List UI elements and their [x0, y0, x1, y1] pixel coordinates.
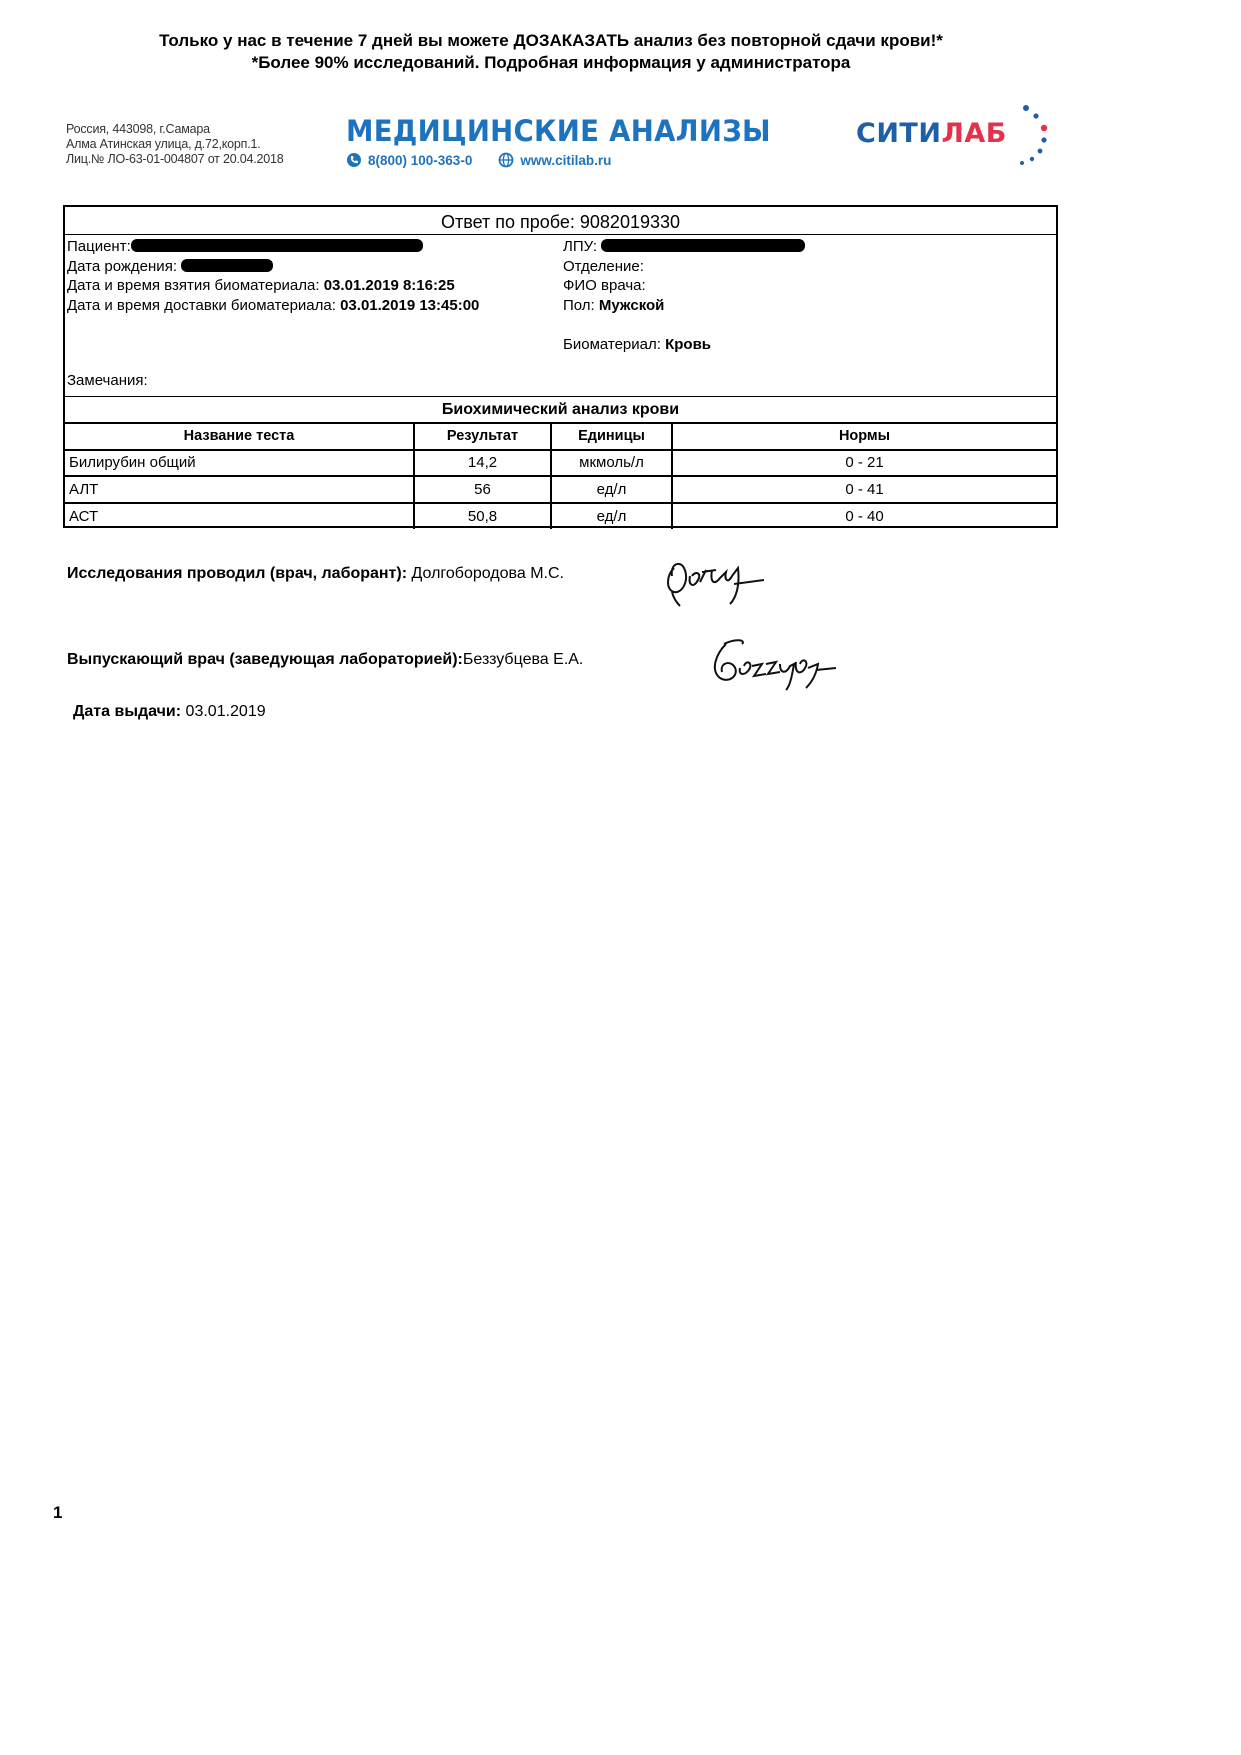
collected-value: 03.01.2019 8:16:25: [323, 277, 455, 294]
test-result: 50,8: [414, 503, 551, 530]
table-row: [65, 476, 1056, 503]
issue-date-line: [73, 703, 266, 721]
promo-line-1: Только у нас в течение 7 дней вы можете ДОЗАКАЗАТЬ анализ без повторной сдачи крови!*: [159, 31, 943, 50]
delivered-row: [67, 296, 479, 316]
citilab-logo: [854, 104, 1054, 168]
table-header-row: [65, 423, 1056, 450]
test-name: Билирубин общий: [65, 450, 414, 477]
patient-row: [67, 237, 479, 257]
redaction-lpu: [601, 239, 805, 252]
brand-header: [346, 114, 793, 168]
biomaterial-row: [563, 335, 805, 355]
department-label: Отделение:: [563, 257, 644, 275]
biomaterial-value: Кровь: [665, 335, 712, 353]
results-table: [65, 422, 1056, 529]
test-norm: 0 - 40: [672, 503, 1056, 530]
globe-icon: [498, 152, 514, 168]
performed-label: Исследования проводил (врач, лаборант):: [67, 565, 408, 582]
test-norm: 0 - 21: [672, 450, 1056, 477]
patient-label: Пациент:: [67, 238, 131, 255]
delivered-label: Дата и время доставки биоматериала:: [67, 296, 336, 314]
address-line-1: Россия, 443098, г.Самара: [66, 122, 210, 136]
releasing-name: Беззубцева Е.А.: [462, 651, 584, 668]
birth-label: Дата рождения:: [67, 257, 177, 275]
brand-website[interactable]: www.citilab.ru: [520, 152, 612, 168]
brand-phone[interactable]: 8(800) 100-363-0: [368, 152, 473, 168]
column-header: Единицы: [551, 423, 672, 450]
test-name: АСТ: [65, 503, 414, 530]
signature-performed-image: [660, 546, 790, 612]
table-row: [65, 503, 1056, 530]
sex-value: Мужской: [598, 296, 665, 314]
signature-releasing-image: [706, 634, 846, 692]
patient-info-left: [67, 237, 479, 315]
test-norm: 0 - 41: [672, 476, 1056, 503]
column-header: Нормы: [672, 423, 1056, 450]
logo-part-1: СИТИ: [856, 118, 942, 149]
sex-label: Пол:: [563, 296, 595, 314]
delivered-value: 03.01.2019 13:45:00: [340, 296, 480, 314]
collected-row: [67, 276, 479, 296]
promo-banner: [0, 30, 1102, 74]
address-line-2: Алма Атинская улица, д.72,корп.1.: [66, 137, 261, 151]
collected-label: Дата и время взятия биоматериала:: [67, 277, 320, 294]
biomaterial-label: Биоматериал:: [563, 335, 661, 353]
test-name: АЛТ: [65, 476, 414, 503]
test-result: 14,2: [414, 450, 551, 477]
page-number: 1: [53, 1503, 63, 1522]
logo-wordmark: [856, 118, 1007, 149]
test-units: ед/л: [551, 476, 672, 503]
brand-title: МЕДИЦИНСКИЕ АНАЛИЗЫ: [346, 114, 771, 148]
sample-title: Ответ по пробе: 9082019330: [65, 207, 1056, 235]
remarks-label: Замечания:: [67, 372, 148, 389]
result-card: [63, 205, 1058, 528]
test-units: мкмоль/л: [551, 450, 672, 477]
promo-line-2: *Более 90% исследований. Подробная информация у администратора: [251, 53, 851, 72]
issue-date: 03.01.2019: [185, 703, 266, 720]
license-line: Лиц.№ ЛО-63-01-004807 от 20.04.2018: [66, 152, 284, 166]
analysis-title: Биохимический анализ крови: [65, 396, 1056, 422]
phone-icon: [346, 152, 362, 168]
sex-row: [563, 296, 805, 316]
lab-address: [66, 122, 284, 167]
brand-contacts: [346, 152, 793, 168]
doctor-label: ФИО врача:: [563, 277, 646, 294]
logo-part-2: ЛАБ: [941, 118, 1007, 149]
redaction-patient: [131, 239, 423, 252]
test-units: ед/л: [551, 503, 672, 530]
column-header: Название теста: [65, 423, 414, 450]
releasing-doctor-line: [67, 651, 583, 669]
patient-info-right: [563, 237, 805, 354]
column-header: Результат: [414, 423, 551, 450]
performed-by-line: [67, 565, 564, 583]
releasing-label: Выпускающий врач (заведующая лабораторией):: [67, 651, 463, 668]
redaction-birth: [181, 259, 273, 272]
performed-name: Долгобородова М.С.: [411, 565, 564, 582]
table-row: [65, 450, 1056, 477]
test-result: 56: [414, 476, 551, 503]
issue-label: Дата выдачи:: [73, 703, 182, 720]
logo-dots-icon: [1018, 104, 1054, 168]
lpu-label: ЛПУ:: [563, 238, 597, 255]
birth-row: [67, 257, 479, 277]
lpu-row: [563, 237, 805, 257]
